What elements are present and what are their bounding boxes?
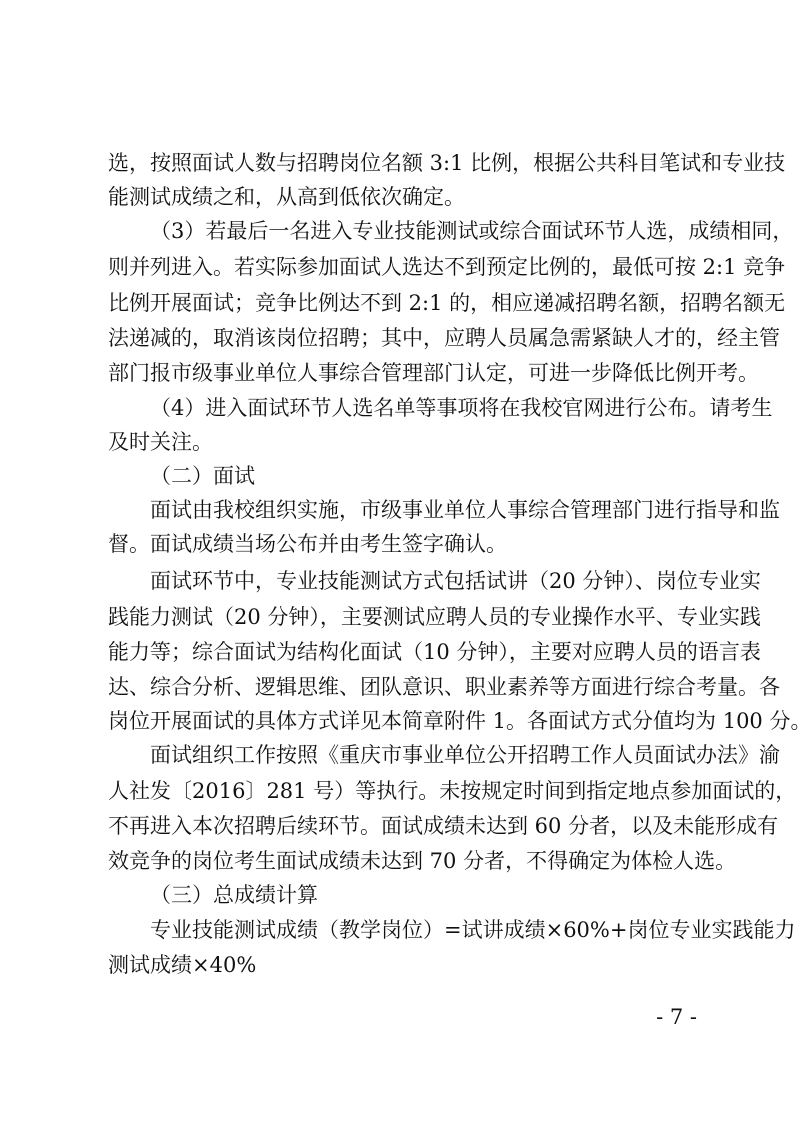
paragraph-line: 能测试成绩之和，从高到低依次确定。 (108, 185, 465, 209)
paragraph-line: 能力等；综合面试为结构化面试（10 分钟），主要对应聘人员的语言表 (108, 640, 761, 664)
paragraph-line: 岗位开展面试的具体方式详见本简章附件 1。各面试方式分值均为 100 分。 (108, 709, 811, 733)
paragraph-line: 达、综合分析、逻辑思维、团队意识、职业素养等方面进行综合考量。各 (108, 675, 780, 699)
page-number: - 7 - (656, 1005, 697, 1029)
paragraph-line: 面试环节中，专业技能测试方式包括试讲（20 分钟）、岗位专业实 (150, 569, 761, 593)
paragraph-line: 督。面试成绩当场公布并由考生签字确认。 (108, 532, 507, 556)
paragraph-line: 法递减的，取消该岗位招聘；其中，应聘人员属急需紧缺人才的，经主管 (108, 326, 780, 350)
paragraph-line: 面试组织工作按照《重庆市事业单位公开招聘工作人员面试办法》渝 (150, 743, 780, 767)
paragraph-line: 比例开展面试；竞争比例达不到 2:1 的，相应递减招聘名额，招聘名额无 (108, 291, 786, 315)
paragraph-line: 面试由我校组织实施，市级事业单位人事综合管理部门进行指导和监 (150, 498, 780, 522)
paragraph-line: 及时关注。 (108, 430, 213, 454)
paragraph-line: 专业技能测试成绩（教学岗位）=试讲成绩×60%+岗位专业实践能力 (150, 918, 796, 942)
paragraph-line: （3）若最后一名进入专业技能测试或综合面试环节人选，成绩相同， (150, 219, 794, 243)
paragraph-line: （4）进入面试环节人选名单等事项将在我校官网进行公布。请考生 (150, 396, 773, 420)
paragraph-line: 人社发〔2016〕281 号）等执行。未按规定时间到指定地点参加面试的， (108, 779, 797, 803)
paragraph-line: 践能力测试（20 分钟），主要测试应聘人员的专业操作水平、专业实践 (108, 605, 761, 629)
paragraph-line: 则并列进入。若实际参加面试人选达不到预定比例的，最低可按 2:1 竞争 (108, 255, 786, 279)
paragraph-line: 效竞争的岗位考生面试成绩未达到 70 分者，不得确定为体检人选。 (108, 849, 737, 873)
paragraph-line: 选，按照面试人数与招聘岗位名额 3:1 比例，根据公共科目笔试和专业技 (108, 151, 786, 175)
section-heading-total-score: （三）总成绩计算 (150, 883, 318, 907)
section-heading-interview: （二）面试 (150, 464, 255, 488)
paragraph-line: 部门报市级事业单位人事综合管理部门认定，可进一步降低比例开考。 (108, 361, 759, 385)
paragraph-line: 不再进入本次招聘后续环节。面试成绩未达到 60 分者，以及未能形成有 (108, 814, 779, 838)
paragraph-line: 测试成绩×40% (108, 953, 257, 977)
